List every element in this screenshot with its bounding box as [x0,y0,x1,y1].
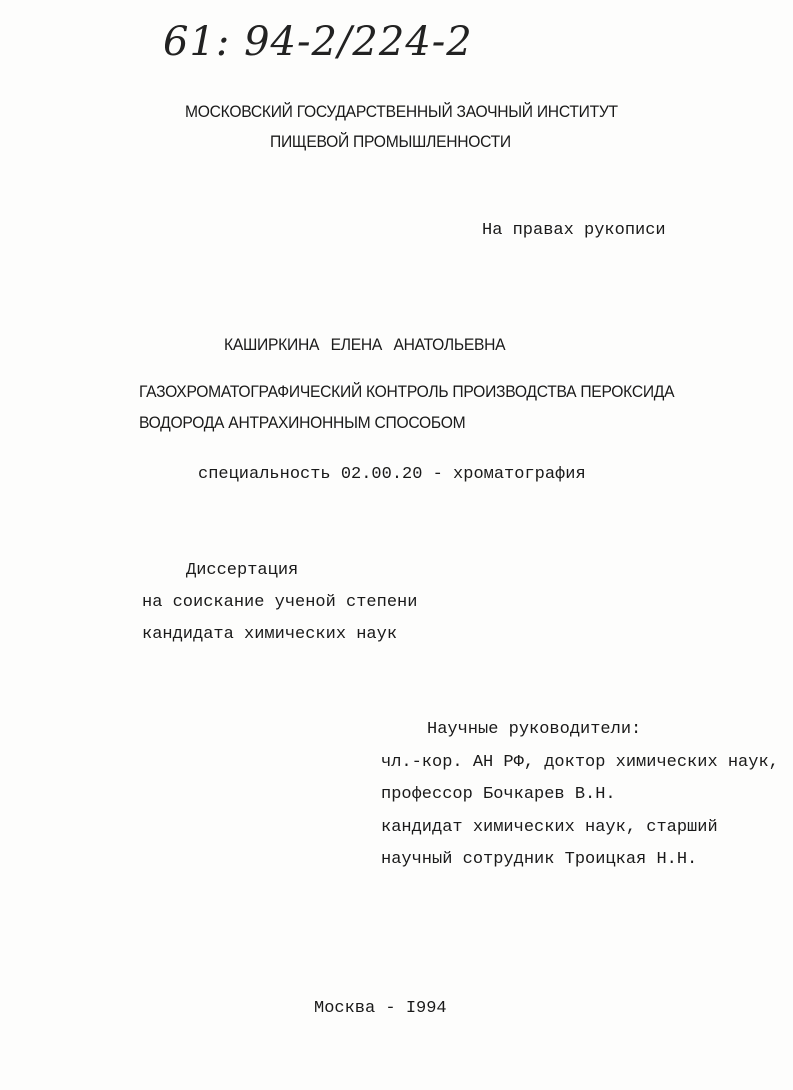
supervisors-line-3: кандидат химических наук, старший [381,818,718,837]
city-year: Москва - I994 [314,999,447,1018]
handwritten-catalog-number: 61: 94-2/224-2 [163,19,473,65]
author-name: КАШИРКИНА ЕЛЕНА АНАТОЛЬЕВНА [224,335,506,354]
supervisors-line-4: научный сотрудник Троицкая Н.Н. [381,850,698,869]
supervisors-heading: Научные руководители: [427,720,642,739]
dissertation-line-1: Диссертация [186,561,299,580]
title-line-1: ГАЗОХРОМАТОГРАФИЧЕСКИЙ КОНТРОЛЬ ПРОИЗВОДСТВА ПЕРОКСИДА [139,382,675,401]
dissertation-line-2: на соискание ученой степени [142,593,418,612]
institution-line-1: МОСКОВСКИЙ ГОСУДАРСТВЕННЫЙ ЗАОЧНЫЙ ИНСТИТУТ [185,102,618,121]
supervisors-line-2: профессор Бочкарев В.Н. [381,785,616,804]
rights-note: На правах рукописи [482,221,666,240]
dissertation-line-3: кандидата химических наук [142,625,398,644]
supervisors-line-1: чл.-кор. АН РФ, доктор химических наук, [381,753,779,772]
title-line-2: ВОДОРОДА АНТРАХИНОННЫМ СПОСОБОМ [139,413,466,432]
institution-line-2: ПИЩЕВОЙ ПРОМЫШЛЕННОСТИ [270,132,511,151]
specialty: специальность 02.00.20 - хроматография [198,465,586,484]
